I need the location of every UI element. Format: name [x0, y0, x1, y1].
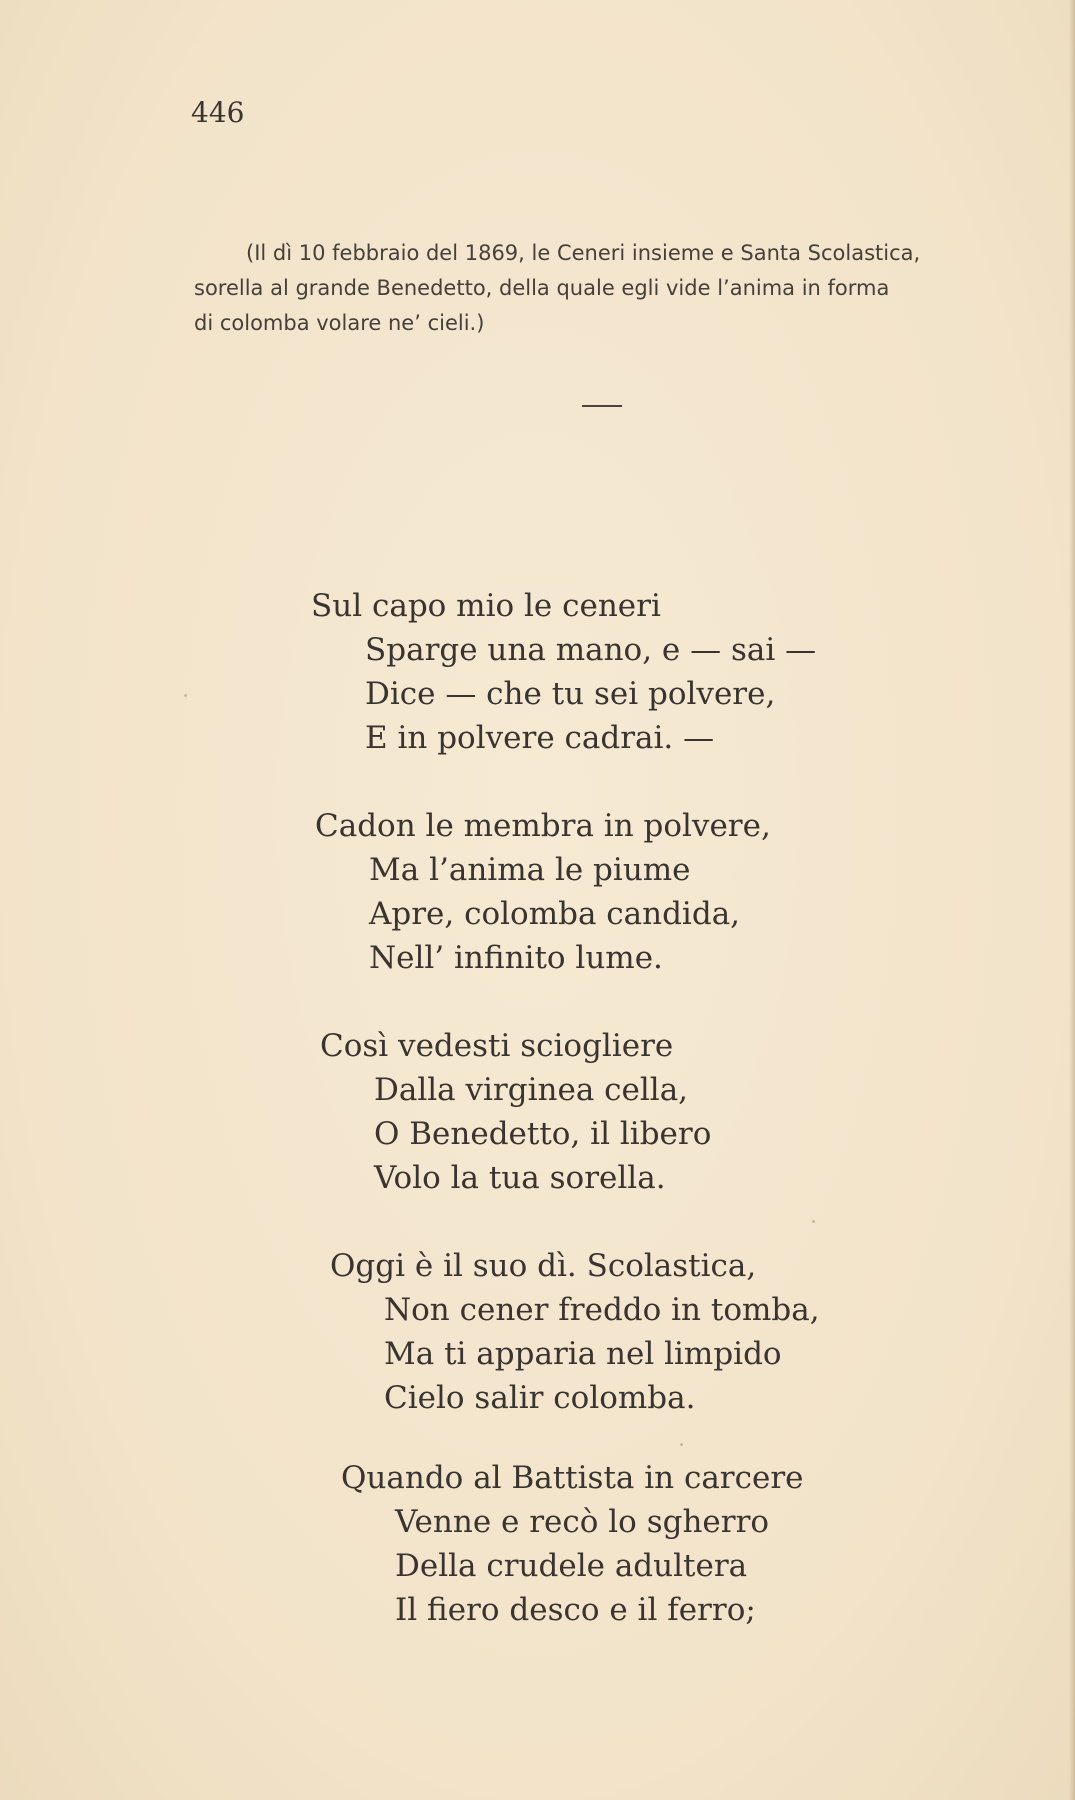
stanza-5: [341, 1456, 804, 1632]
stanza-3: [320, 1024, 711, 1200]
verse-line: Nell’ infinito lume.: [369, 940, 663, 976]
verse-line: Volo la tua sorella.: [374, 1160, 666, 1196]
verse-line: Dalla virginea cella,: [374, 1072, 689, 1108]
verse-line: Sul capo mio le ceneri: [311, 588, 661, 624]
verse-line: Della crudele adultera: [395, 1548, 748, 1584]
verse-line: Sparge una mano, e — sai —: [365, 632, 817, 668]
headnote-line: (Il dì 10 febbraio del 1869, le Ceneri insieme e Santa Scolastica,: [246, 241, 921, 265]
verse-line: Ma l’anima le piume: [369, 852, 691, 888]
stanza-2: [315, 804, 771, 980]
verse-line: Il fiero desco e il ferro;: [395, 1592, 756, 1628]
headnote-line: sorella al grande Benedetto, della quale egli vide l’anima in forma: [194, 276, 890, 300]
paper-speck: [812, 1220, 815, 1223]
verse-line: O Benedetto, il libero: [374, 1116, 712, 1152]
verse-line: Così vedesti sciogliere: [320, 1028, 674, 1064]
stanza-1: [311, 584, 816, 760]
page-number: 446: [191, 96, 245, 129]
paper-speck: [680, 1443, 683, 1446]
headnote-line: di colomba volare ne’ cieli.): [194, 311, 485, 335]
verse-line: Ma ti apparia nel limpido: [384, 1336, 782, 1372]
verse-line: Apre, colomba candida,: [369, 896, 741, 932]
verse-line: Cielo salir colomba.: [384, 1380, 696, 1416]
verse-line: Quando al Battista in carcere: [341, 1460, 804, 1496]
verse-line: Non cener freddo in tomba,: [384, 1292, 820, 1328]
paper-speck: [184, 694, 187, 697]
verse-line: Cadon le membra in polvere,: [315, 808, 771, 844]
verse-line: E in polvere cadrai. —: [365, 720, 715, 756]
stanza-4: [330, 1244, 820, 1420]
verse-line: Venne e recò lo sgherro: [395, 1504, 770, 1540]
verse-line: Dice — che tu sei polvere,: [365, 676, 776, 712]
verse-line: Oggi è il suo dì. Scolastica,: [330, 1248, 757, 1284]
